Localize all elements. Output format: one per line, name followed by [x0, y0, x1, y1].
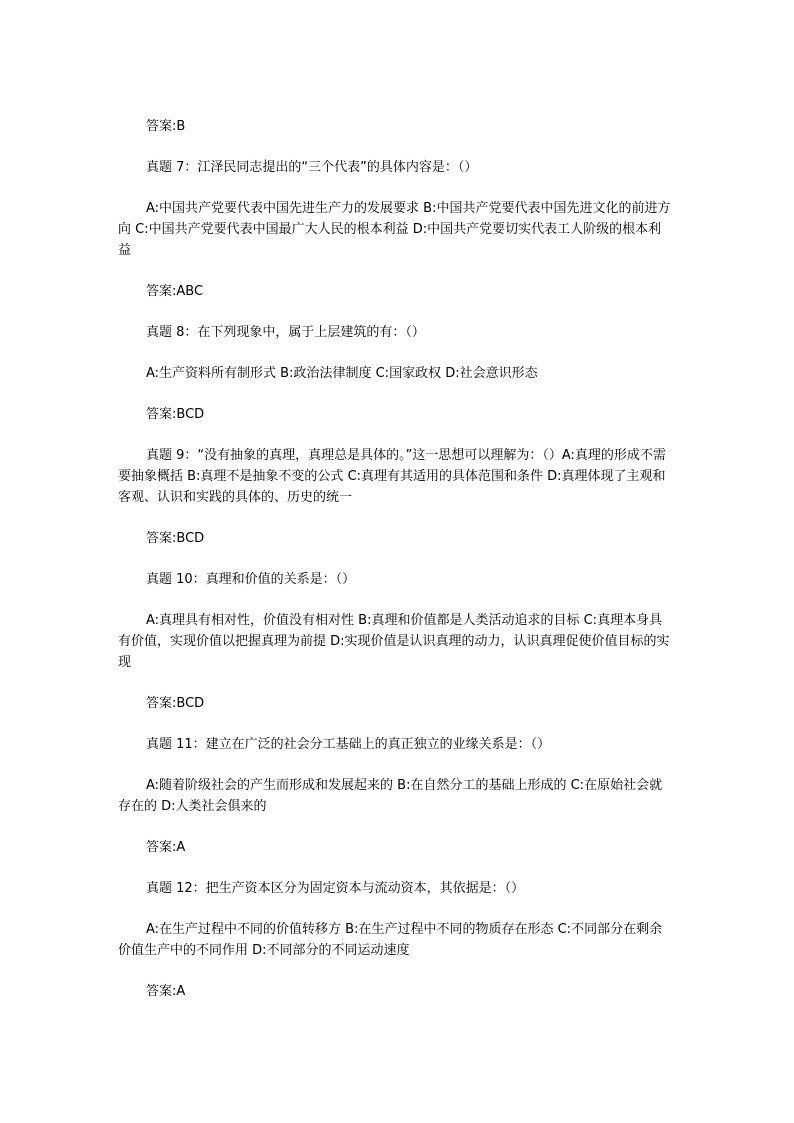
answer-8: 答案:BCD	[146, 407, 205, 422]
document-page	[118, 116, 674, 1002]
options-8: A:生产资料所有制形式 B:政治法律制度 C:国家政权 D:社会意识形态	[146, 366, 538, 381]
options-12: A:在生产过程中不同的价值转移方 B:在生产过程中不同的物质存在形态 C:不同部分在剩余价值生产中的不同作用 D:不同部分的不同运动速度	[118, 922, 663, 958]
answer-7: 答案:ABC	[146, 284, 204, 299]
answer-10: 答案:BCD	[146, 696, 205, 711]
options-10: A:真理具有相对性，价值没有相对性 B:真理和价值都是人类活动追求的目标 C:真理本身具有价值，实现价值以把握真理为前提 D:实现价值是认识真理的动力，认识真理促使价值目标的实现	[118, 613, 670, 670]
options-11: A:随着阶级社会的产生而形成和发展起来的 B:在自然分工的基础上形成的 C:在原始社会就存在的 D:人类社会俱来的	[118, 778, 663, 814]
question-9: 真题 9：“没有抽象的真理，真理总是具体的。”这一思想可以理解为：（）A:真理的形成不需要抽象概括 B:真理不是抽象不变的公式 C:真理有其适用的具体范围和条件 D:真理体现了主观和客观、认识和实践的具体的、历史的统一	[118, 448, 666, 505]
answer-12: 答案:A	[146, 984, 186, 999]
question-7: 真题 7：江泽民同志提出的“三个代表”的具体内容是：（）	[146, 160, 478, 175]
answer-11: 答案:A	[146, 840, 186, 855]
question-8: 真题 8：在下列现象中，属于上层建筑的有：（）	[146, 325, 425, 340]
answer-9: 答案:BCD	[146, 531, 205, 546]
question-11: 真题 11：建立在广泛的社会分工基础上的真正独立的业缘关系是：（）	[146, 737, 551, 752]
options-7: A:中国共产党要代表中国先进生产力的发展要求 B:中国共产党要代表中国先进文化的前进方向 C:中国共产党要代表中国最广大人民的根本利益 D:中国共产党要切实代表工人阶级的根本利益	[118, 201, 671, 258]
answer-line: 答案:B	[146, 119, 186, 134]
question-12: 真题 12：把生产资本区分为固定资本与流动资本，其依据是：（）	[146, 881, 525, 896]
question-10: 真题 10：真理和价值的关系是：（）	[146, 572, 356, 587]
